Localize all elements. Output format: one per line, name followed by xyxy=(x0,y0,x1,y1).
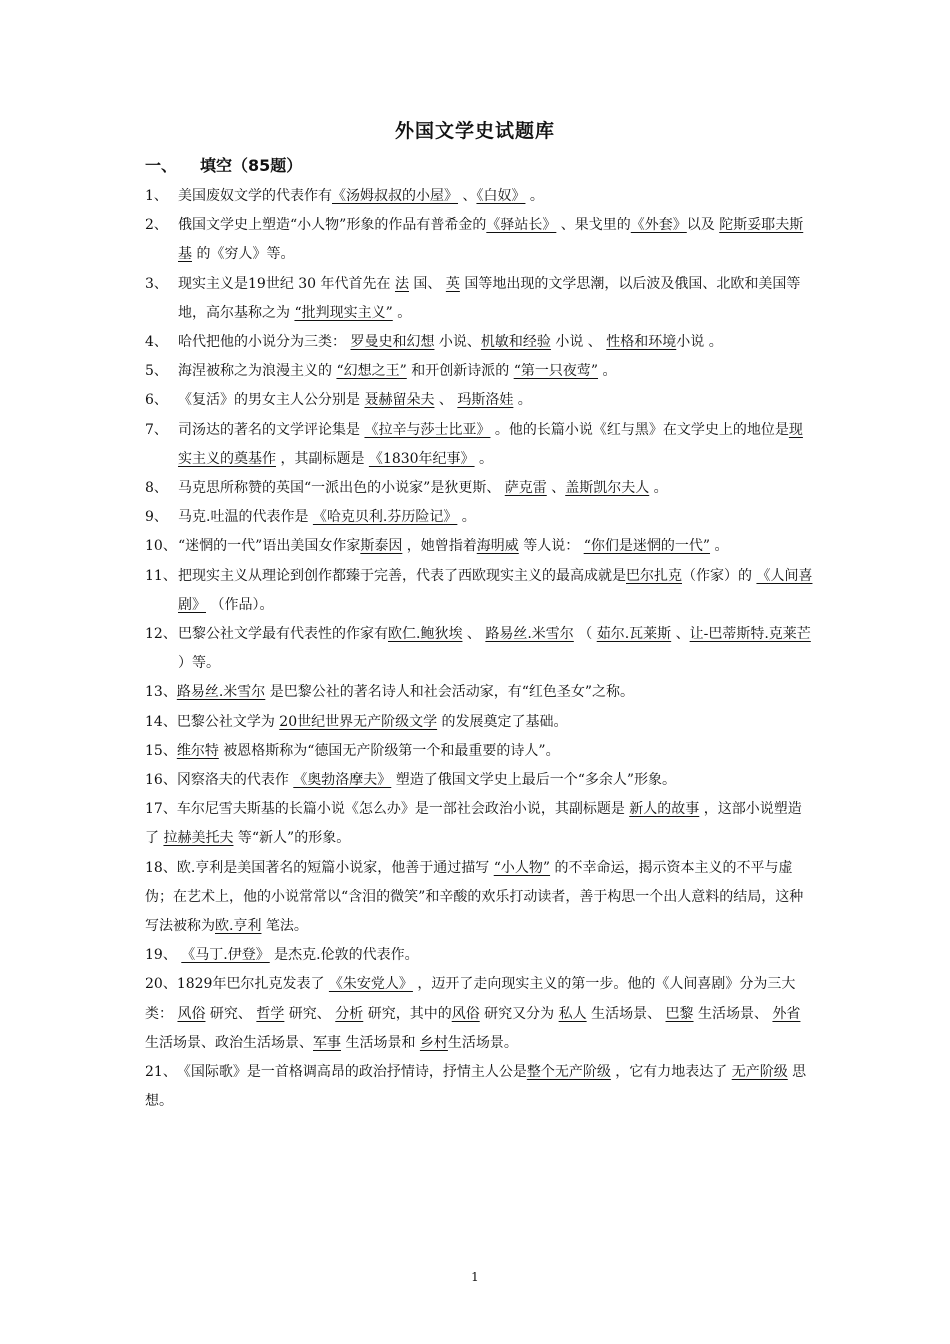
answer-blank: 《拉辛与莎士比亚》 xyxy=(364,421,491,438)
question-text: ，其副标题是 xyxy=(276,450,369,467)
question-text: “迷惘的一代”语出美国女作家 xyxy=(178,538,361,555)
question-text: 是巴黎公社的著名诗人和社会活动家，有“红色圣女”之称。 xyxy=(265,684,635,701)
question-item xyxy=(145,503,813,532)
answer-blank: 盖斯凯尔夫人 xyxy=(565,480,650,497)
question-text: 。 xyxy=(525,188,544,204)
answer-blank: “你们是迷惘的一代” xyxy=(583,538,711,555)
answer-blank: 陀斯妥耶夫斯基 xyxy=(178,217,804,263)
answer-blank: 《马丁.伊登》 xyxy=(181,947,270,964)
answer-blank: 玛斯洛娃 xyxy=(457,392,514,409)
question-text: （作家）的 xyxy=(682,567,757,584)
question-text: 。 xyxy=(710,538,729,555)
question-text: 生活场景。 xyxy=(447,1034,518,1051)
answer-blank: 新人的故事 xyxy=(629,801,700,818)
answer-blank: 拉赫美托夫 xyxy=(163,830,234,847)
question-number: 19、 xyxy=(145,947,177,964)
question-item xyxy=(145,678,813,707)
answer-blank: 《白奴》 xyxy=(476,188,526,204)
answer-blank: “批判现实主义” xyxy=(294,304,393,321)
question-text: ，她曾指着 xyxy=(402,538,477,555)
question-item xyxy=(145,386,813,415)
question-text: 现实主义是19世纪 30 年代首先在 xyxy=(178,275,395,292)
answer-blank: 性格和环境 xyxy=(606,334,677,351)
answer-blank: 《哈克贝利.芬历险记》 xyxy=(312,509,458,526)
answer-blank: 茹尔.瓦莱斯 xyxy=(596,626,672,643)
page-title: 外国文学史试题库 xyxy=(394,120,555,142)
answer-blank: 萨克雷 xyxy=(504,480,547,497)
answer-blank: 巴尔扎克 xyxy=(626,567,682,584)
question-text: 生活场景、 xyxy=(693,1005,773,1022)
question-number: 16、 xyxy=(145,772,177,789)
question-number: 8、 xyxy=(145,480,168,497)
question-number: 2、 xyxy=(145,217,168,234)
question-text: 司汤达的著名的文学评论集是 xyxy=(178,421,365,438)
answer-blank: 法 xyxy=(394,275,409,292)
question-number: 11、 xyxy=(145,567,177,584)
section-number: 一、 xyxy=(145,156,178,175)
question-text: 是杰克.伦敦的代表作。 xyxy=(269,947,419,964)
question-text: 冈察洛夫的代表作 xyxy=(176,772,294,789)
question-text: 车尔尼雪夫斯基的长篇小说《怎么办》是一部社会政治小说，其副标题是 xyxy=(176,801,630,818)
question-text: （ xyxy=(573,626,597,643)
question-text: 的《穷人》等。 xyxy=(192,246,295,263)
answer-blank: 巴黎 xyxy=(665,1005,694,1022)
question-text: 《国际歌》是一首格调高昂的政治抒情诗，抒情主人公是 xyxy=(176,1064,527,1081)
section-label: 填空（85题） xyxy=(200,156,303,175)
question-text: 小说 、 xyxy=(550,334,607,351)
answer-blank: 分析 xyxy=(335,1005,364,1022)
answer-blank: “第一只夜莺” xyxy=(513,363,599,380)
answer-blank: 整个无产阶级 xyxy=(526,1064,611,1081)
question-item xyxy=(145,328,813,357)
question-text: 和开创新诗派的 xyxy=(406,363,514,380)
question-text: 海涅被称之为浪漫主义的 xyxy=(178,363,337,380)
question-text: 。 xyxy=(474,450,493,467)
answer-blank: 《外套》 xyxy=(630,217,687,234)
question-number: 5、 xyxy=(145,363,168,380)
question-item xyxy=(145,562,813,620)
question-text: 小说、 xyxy=(434,334,481,351)
question-text: 生活场景、 xyxy=(586,1005,666,1022)
answer-blank: 海明威 xyxy=(476,538,519,555)
answer-blank: 机敏和经验 xyxy=(480,334,551,351)
question-text: 巴黎公社文学最有代表性的作家有 xyxy=(178,626,388,643)
question-number: 13、 xyxy=(145,684,177,701)
question-item xyxy=(145,1058,813,1116)
question-number: 21、 xyxy=(145,1064,177,1081)
answer-blank: 欧.亨利 xyxy=(215,918,262,935)
question-text: 、 xyxy=(458,188,477,204)
question-item xyxy=(145,941,813,970)
question-text: 生活场景、政治生活场景、 xyxy=(145,1034,313,1051)
answer-blank: 路易丝.米雪尔 xyxy=(485,626,574,643)
question-item xyxy=(145,532,813,561)
answer-blank: 《人间喜剧》 xyxy=(178,567,813,613)
question-text: 、 xyxy=(462,626,486,643)
question-text: 、果戈里的 xyxy=(556,217,631,234)
question-number: 7、 xyxy=(145,421,168,438)
answer-blank: 欧仁.鲍狄埃 xyxy=(388,626,463,643)
answer-blank: 乡村 xyxy=(419,1034,448,1051)
answer-blank: 《朱安党人》 xyxy=(328,976,413,993)
question-text: 。 xyxy=(513,392,532,409)
question-number: 6、 xyxy=(145,392,168,409)
question-number: 18、 xyxy=(145,859,177,876)
question-number: 10、 xyxy=(145,538,177,555)
question-number: 1、 xyxy=(145,188,168,204)
question-number: 15、 xyxy=(145,742,177,759)
question-text: 研究又分为 xyxy=(479,1005,559,1022)
answer-blank: 现实主义的奠基作 xyxy=(178,421,803,467)
answer-blank: 《驿站长》 xyxy=(486,217,557,234)
answer-blank: 外省 xyxy=(772,1005,801,1022)
question-text: 以及 xyxy=(686,217,720,234)
question-item xyxy=(145,970,813,1058)
question-item xyxy=(145,854,813,942)
question-text: 《复活》的男女主人公分别是 xyxy=(178,392,365,409)
question-text: ，它有力地表达了 xyxy=(610,1064,732,1081)
answer-blank: 罗曼史和幻想 xyxy=(350,334,435,351)
question-text: 国等地出现的文学思潮，以后波及俄国、北欧和美国等地，高尔基称之为 xyxy=(178,275,801,321)
answer-blank: 《1830年纪事》 xyxy=(368,450,475,467)
question-text: 笔法。 xyxy=(261,918,308,935)
question-list xyxy=(145,182,813,1117)
question-text: 等人说： xyxy=(518,538,584,555)
question-number: 3、 xyxy=(145,275,168,292)
question-text: 思想。 xyxy=(145,1064,807,1110)
question-item xyxy=(145,737,813,766)
question-text: 、 xyxy=(546,480,566,497)
question-item xyxy=(145,357,813,386)
question-text: 。 xyxy=(649,480,668,497)
question-text: 的不幸命运，揭示资本主义的不平与虚伪；在艺术上，他的小说常常以“含泪的微笑”和辛酸的欢乐打动读者，善于构思一个出人意料的结局，这种写法被称为 xyxy=(145,859,804,935)
question-text: 国、 xyxy=(408,275,446,292)
question-text: ）等。 xyxy=(178,655,220,672)
question-text: 塑造了俄国文学史上最后一个“多余人”形象。 xyxy=(391,772,677,789)
question-item xyxy=(145,211,813,269)
answer-blank: 风俗 xyxy=(177,1005,206,1022)
question-number: 20、 xyxy=(145,976,177,993)
question-text: 研究、 xyxy=(284,1005,336,1022)
question-number: 4、 xyxy=(145,334,168,351)
question-number: 14、 xyxy=(145,713,177,730)
answer-blank: 20世纪世界无产阶级文学 xyxy=(279,713,438,730)
question-text: 、 xyxy=(671,626,690,643)
answer-blank: 英 xyxy=(445,275,460,292)
question-text: 1829年巴尔扎克发表了 xyxy=(176,976,329,993)
question-number: 9、 xyxy=(145,509,168,526)
answer-blank: 《奥勃洛摩夫》 xyxy=(293,772,392,789)
question-text: ，迈开了走向现实主义的第一步。他的《人间喜剧》分为三大类： xyxy=(145,976,796,1022)
answer-blank: 军事 xyxy=(313,1034,341,1051)
question-text: 。 xyxy=(457,509,476,526)
page-number: 1 xyxy=(471,1270,479,1284)
question-text: 。 xyxy=(598,363,617,380)
question-text: 、 xyxy=(434,392,458,409)
question-number: 17、 xyxy=(145,801,177,818)
answer-blank: “小人物” xyxy=(493,859,551,876)
question-text: 生活场景和 xyxy=(341,1034,420,1051)
answer-blank: 维尔特 xyxy=(176,742,219,759)
question-item xyxy=(145,416,813,474)
answer-blank: 风俗 xyxy=(451,1005,480,1022)
question-text: 。他的长篇小说《红与黑》在文学史上的地位是 xyxy=(490,421,789,438)
answer-blank: “幻想之王” xyxy=(336,363,407,380)
question-text: 研究、 xyxy=(205,1005,257,1022)
question-item xyxy=(145,620,813,678)
question-number: 12、 xyxy=(145,626,177,643)
question-text: 欧.亨利是美国著名的短篇小说家，他善于通过描写 xyxy=(176,859,494,876)
question-item xyxy=(145,474,813,503)
answer-blank: 哲学 xyxy=(256,1005,285,1022)
question-item xyxy=(145,795,813,853)
question-item xyxy=(145,270,813,328)
question-text: 。 xyxy=(392,304,412,321)
question-text: 把现实主义从理论到创作都臻于完善，代表了西欧现实主义的最高成就是 xyxy=(178,567,626,584)
question-item xyxy=(145,766,813,795)
question-text: 巴黎公社文学为 xyxy=(176,713,280,730)
answer-blank: 聂赫留朵夫 xyxy=(364,392,435,409)
answer-blank: 路易丝.米雪尔 xyxy=(176,684,266,701)
answer-blank: 无产阶级 xyxy=(731,1064,788,1081)
question-text: ，这部小说塑造了 xyxy=(145,801,802,847)
question-item xyxy=(145,708,813,737)
section-heading xyxy=(145,153,302,176)
question-text: 马克思所称赞的英国“一派出色的小说家”是狄更斯、 xyxy=(178,480,505,497)
question-text: 等“新人”的形象。 xyxy=(233,830,351,847)
question-text: 美国废奴文学的代表作有 xyxy=(178,188,332,204)
question-text: 小说 。 xyxy=(676,334,723,351)
answer-blank: 斯泰因 xyxy=(360,538,403,555)
question-text: 的发展奠定了基础。 xyxy=(437,713,568,730)
question-text: 哈代把他的小说分为三类： xyxy=(178,334,351,351)
answer-blank: 私人 xyxy=(558,1005,587,1022)
question-item xyxy=(145,182,813,211)
question-text: （作品）。 xyxy=(206,596,274,613)
question-text: 研究，其中的 xyxy=(363,1005,452,1022)
question-text: 俄国文学史上塑造“小人物”形象的作品有普希金的 xyxy=(178,217,487,234)
question-text: 被恩格斯称为“德国无产阶级第一个和最重要的诗人”。 xyxy=(218,742,560,759)
question-text: 马克.吐温的代表作是 xyxy=(178,509,313,526)
answer-blank: 《汤姆叔叔的小屋》 xyxy=(332,188,458,204)
answer-blank: 让-巴蒂斯特.克莱芒 xyxy=(689,626,811,643)
